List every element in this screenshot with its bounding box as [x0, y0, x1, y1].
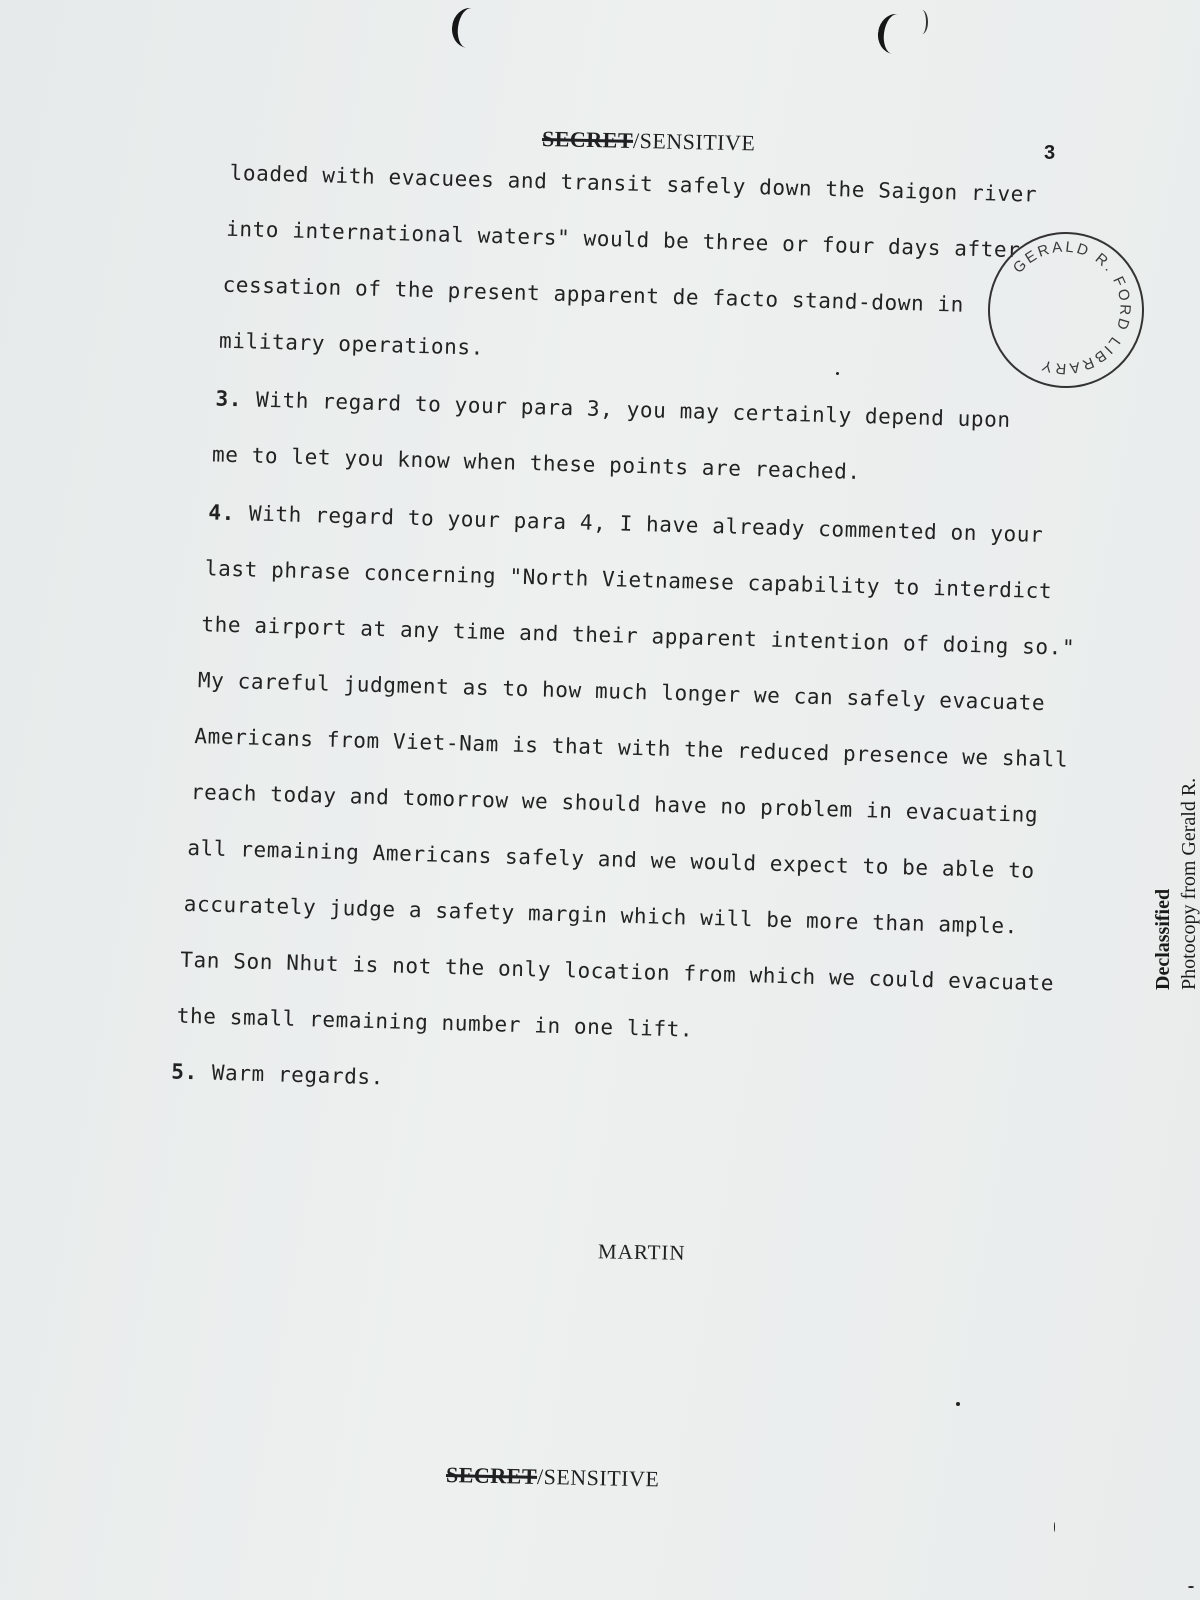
paragraph-4-line-4: My careful judgment as to how much longer we can safely evacuate — [197, 668, 1046, 716]
classification-label-footer: /SENSITIVE — [536, 1463, 660, 1492]
ink-speck — [836, 372, 839, 375]
margin-note-line-2: Photocopy from Gerald R. — [1178, 777, 1200, 990]
classification-footer — [446, 1462, 660, 1492]
paragraph-4-line-3: the airport at any time and their apparent intention of doing so." — [201, 612, 1076, 660]
library-stamp-text: GERALD R. FORD LIBRARY — [1009, 238, 1134, 378]
paragraph-4-line-5: Americans from Viet-Nam is that with the reduced presence we shall — [194, 724, 1069, 772]
paragraph-4-line-2: last phrase concerning "North Vietnamese capability to interdict — [204, 556, 1053, 604]
paragraph-4-text-1: With regard to your para 4, I have already commented on your — [248, 501, 1044, 547]
classification-struck-word-footer: SECRET — [445, 1462, 538, 1489]
punch-hole-mark-right — [875, 12, 914, 56]
paragraph-4-line-9: Tan Son Nhut is not the only location from which we could evacuate — [180, 947, 1055, 996]
paragraph-4-line-6: reach today and tomorrow we should have no problem in evacuating — [190, 779, 1039, 827]
paragraph-4-line-8: accurately judge a safety margin which will be more than ample. — [183, 891, 1019, 939]
paragraph-number-5: 5. — [171, 1059, 199, 1085]
paragraph-3-text-1: With regard to your para 3, you may certainly depend upon — [255, 387, 1011, 433]
paragraph-4-line-1 — [208, 500, 1043, 547]
declassified-margin-note — [1150, 778, 1200, 990]
message-body — [173, 160, 1100, 1184]
library-stamp-graphic — [978, 222, 1150, 394]
punch-hole-mark-left — [449, 6, 488, 50]
paragraph-3-line-1 — [215, 387, 1011, 433]
paragraph-5-line — [171, 1060, 384, 1090]
paragraph-4-line-7: all remaining Americans safely and we would expect to be able to — [187, 835, 1035, 883]
signature-name: MARTIN — [597, 1239, 686, 1265]
classification-struck-word: SECRET — [541, 126, 634, 153]
ink-speck — [1054, 1522, 1055, 1532]
punch-hole-mark-right-tail — [916, 10, 928, 34]
classification-header — [542, 126, 756, 156]
margin-note-line-1: Declassified — [1152, 888, 1174, 990]
classification-label: /SENSITIVE — [632, 127, 756, 156]
page-number: 3 — [1044, 142, 1056, 164]
closing-text: Warm regards. — [211, 1060, 385, 1090]
paragraph-4-line-10: the small remaining number in one lift. — [176, 1003, 694, 1042]
body-line-4: military operations. — [218, 328, 485, 360]
library-stamp — [978, 222, 1154, 398]
body-line-2: into international waters" would be three or four days after — [225, 216, 1021, 263]
ink-speck — [1188, 1586, 1194, 1588]
ink-speck — [956, 1402, 960, 1406]
paragraph-number-4: 4. — [208, 500, 236, 526]
paragraph-3-line-2: me to let you know when these points are reached. — [211, 442, 862, 484]
paragraph-number-3: 3. — [215, 386, 243, 412]
body-line-3: cessation of the present apparent de facto stand-down in — [222, 272, 965, 317]
body-line-1: loaded with evacuees and transit safely down the Saigon river — [229, 160, 1038, 207]
